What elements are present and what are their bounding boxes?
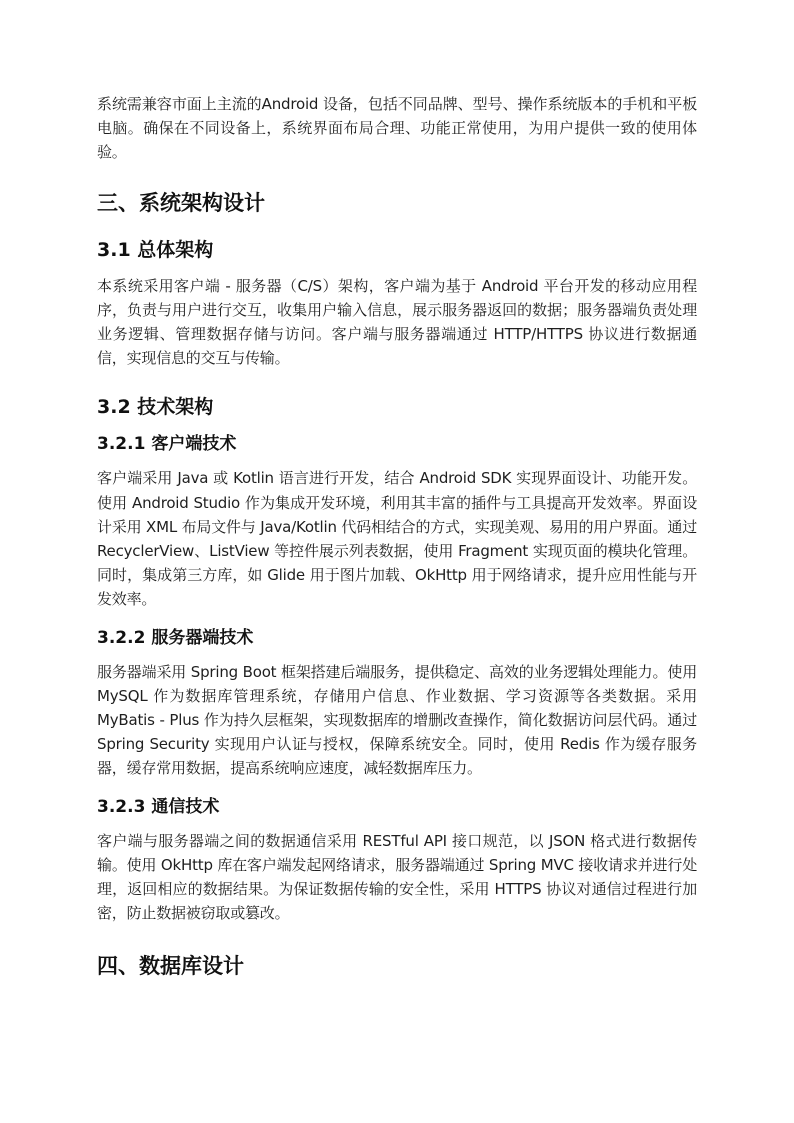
section-4-heading: 四、数据库设计	[97, 954, 244, 979]
section-3-2-2-heading: 3.2.2 服务器端技术	[97, 627, 254, 648]
section-3-2-3-heading: 3.2.3 通信技术	[97, 796, 220, 817]
section-3-heading: 三、系统架构设计	[97, 190, 265, 215]
section-3-2-2-paragraph: 服务器端采用 Spring Boot 框架搭建后端服务，提供稳定、高效的业务逻辑处理能力。使用 MySQL 作为数据库管理系统，存储用户信息、作业数据、学习资源等各类数据。采用 MyBatis - Plus 作为持久层框架，实现数据库的增删改查操作，简化数据访问层代码。通过 Spring Security 实现用户认证与授权，保障系统安全。同时，使用 Redis 作为缓存服务器，缓存常用数据，提高系统响应速度，减轻数据库压力。	[97, 662, 697, 778]
document-content	[97, 92, 697, 980]
section-3-2-1-paragraph: 客户端采用 Java 或 Kotlin 语言进行开发，结合 Android SDK 实现界面设计、功能开发。使用 Android Studio 作为集成开发环境，利用其丰富的插件与工具提高开发效率。界面设计采用 XML 布局文件与 Java/Kotlin 代码相结合的方式，实现美观、易用的用户界面。通过 RecyclerView、ListView 等控件展示列表数据，使用 Fragment 实现页面的模块化管理。同时，集成第三方库，如 Glide 用于图片加载、OkHttp 用于网络请求，提升应用性能与开发效率。	[97, 469, 697, 609]
section-3-2-1-heading: 3.2.1 客户端技术	[97, 434, 237, 455]
section-3-1-paragraph: 本系统采用客户端 - 服务器（C/S）架构，客户端为基于 Android 平台开发的移动应用程序，负责与用户进行交互，收集用户输入信息，展示服务器返回的数据；服务器端负责处理业务逻辑、管理数据存储与访问。客户端与服务器端通过 HTTP/HTTPS 协议进行数据通信，实现信息的交互与传输。	[97, 276, 697, 368]
section-3-2-heading: 3.2 技术架构	[97, 396, 214, 419]
intro-paragraph: 系统需兼容市面上主流的Android 设备，包括不同品牌、型号、操作系统版本的手机和平板电脑。确保在不同设备上，系统界面布局合理、功能正常使用，为用户提供一致的使用体验。	[97, 95, 697, 162]
section-3-2-3-paragraph: 客户端与服务器端之间的数据通信采用 RESTful API 接口规范，以 JSON 格式进行数据传输。使用 OkHttp 库在客户端发起网络请求，服务器端通过 Spring MVC 接收请求并进行处理，返回相应的数据结果。为保证数据传输的安全性，采用 HTTPS 协议对通信过程进行加密，防止数据被窃取或篡改。	[97, 831, 697, 923]
section-3-1-heading: 3.1 总体架构	[97, 238, 214, 261]
